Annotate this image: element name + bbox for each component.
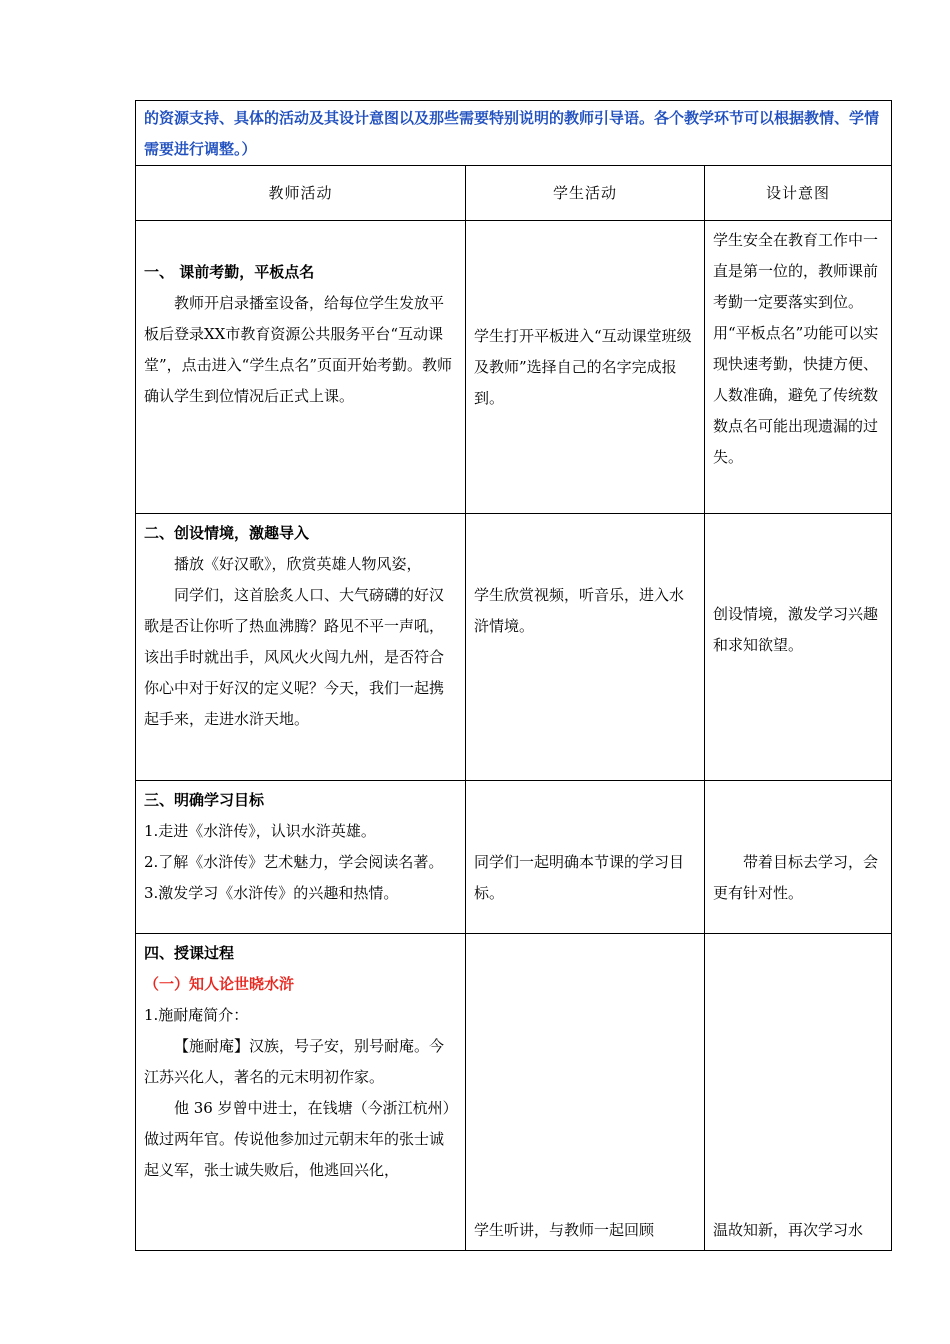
design-intent-cell	[705, 781, 892, 934]
goal-item: 3.激发学习《水浒传》的兴趣和热情。	[144, 884, 399, 902]
student-activity-cell	[466, 221, 705, 514]
design-intent-cell	[705, 934, 892, 1251]
student-activity-text: 学生听讲，与教师一起回顾	[474, 1221, 655, 1239]
section-row	[136, 781, 892, 934]
subsection-title: （一）知人论世晓水浒	[144, 975, 295, 993]
list-item: 1.施耐庵简介：	[144, 1006, 249, 1024]
section-row	[136, 934, 892, 1251]
student-activity-cell	[466, 781, 705, 934]
teacher-paragraph: 【施耐庵】汉族，号子安，别号耐庵。今江苏兴化人，著名的元末明初作家。	[144, 1037, 445, 1086]
design-intent-text: 带着目标去学习，会更有针对性。	[713, 853, 879, 902]
student-activity-cell	[466, 934, 705, 1251]
teacher-activity-cell	[136, 514, 466, 781]
teacher-paragraph: 播放《好汉歌》，欣赏英雄人物风姿，	[174, 555, 422, 573]
student-activity-cell	[466, 514, 705, 781]
section-title: 一、 课前考勤，平板点名	[144, 263, 315, 281]
design-intent-text: 创设情境，激发学习兴趣和求知欲望。	[713, 605, 879, 654]
section-title: 三、明确学习目标	[144, 791, 265, 809]
teacher-activity-cell	[136, 221, 466, 514]
teacher-paragraph: 教师开启录播室设备，给每位学生发放平板后登录XX市教育资源公共服务平台“互动课堂”，点击进入“学生点名”页面开始考勤。教师确认学生到位情况后正式上课。	[144, 294, 453, 405]
student-activity-text: 学生打开平板进入“互动课堂班级及教师”选择自己的名字完成报到。	[474, 326, 692, 407]
design-intent-text: 温故知新，再次学习水	[713, 1221, 864, 1239]
header-design-intent: 设计意图	[705, 166, 892, 221]
goal-item: 2.了解《水浒传》艺术魅力，学会阅读名著。	[144, 853, 444, 871]
header-student-activity: 学生活动	[466, 166, 705, 221]
teacher-paragraph: 同学们，这首脍炙人口、大气磅礴的好汉歌是否让你听了热血沸腾？路见不平一声吼，该出手时就出手，风风火火闯九州，是否符合你心中对于好汉的定义呢？今天，我们一起携起手来，走进水浒天地。	[144, 586, 445, 728]
intro-text: 的资源支持、具体的活动及其设计意图以及那些需要特别说明的教师引导语。各个教学环节可以根据教情、学情需要进行调整。）	[136, 101, 892, 166]
lesson-plan-table	[135, 100, 892, 1251]
header-row	[136, 166, 892, 221]
section-row	[136, 221, 892, 514]
teacher-activity-cell	[136, 934, 466, 1251]
design-intent-text: 学生安全在教育工作中一直是第一位的，教师课前考勤一定要落实到位。用“平板点名”功能可以实现快速考勤，快捷方便、人数准确，避免了传统数数点名可能出现遗漏的过失。	[713, 231, 879, 466]
section-row	[136, 514, 892, 781]
student-activity-text: 同学们一起明确本节课的学习目标。	[474, 853, 685, 902]
teacher-activity-cell	[136, 781, 466, 934]
student-activity-text: 学生欣赏视频，听音乐，进入水浒情境。	[474, 586, 685, 635]
header-teacher-activity: 教师活动	[136, 166, 466, 221]
intro-row	[136, 101, 892, 166]
design-intent-cell	[705, 221, 892, 514]
section-title: 二、创设情境，激趣导入	[144, 524, 310, 542]
design-intent-cell	[705, 514, 892, 781]
teacher-paragraph: 他 36 岁曾中进士，在钱塘（今浙江杭州）做过两年官。传说他参加过元朝末年的张士诚起义军，张士诚失败后，他逃回兴化，	[144, 1099, 451, 1179]
section-title: 四、授课过程	[144, 944, 235, 962]
goal-item: 1.走进《水浒传》，认识水浒英雄。	[144, 822, 376, 840]
